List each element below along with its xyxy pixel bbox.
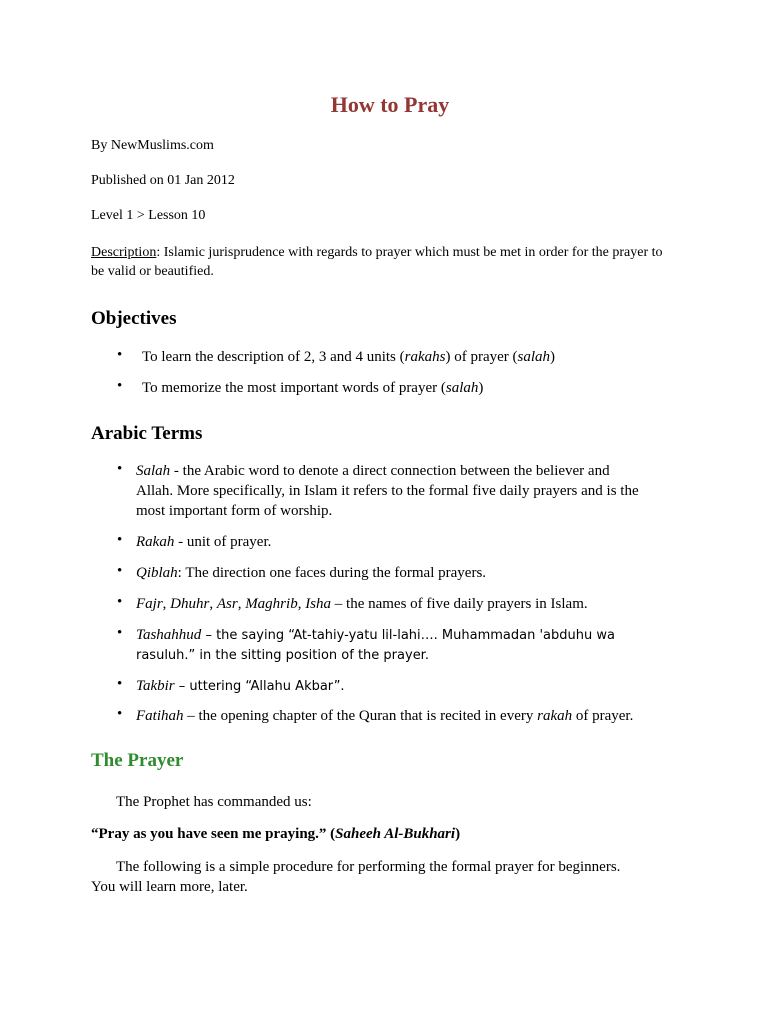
bullet-icon: • (117, 676, 123, 692)
bullet-icon: • (117, 532, 123, 548)
term-salah: Salah - the Arabic word to denote a direct connection between the believer and Allah. More specifically, in Islam it refers to the formal five daily prayers and is the most important form of worship. (136, 463, 639, 519)
bullet-icon: • (117, 563, 123, 579)
prayer-intro: The Prophet has commanded us: (116, 794, 312, 810)
page-title: How to Pray (330, 92, 450, 117)
procedure-paragraph: The following is a simple procedure for performing the formal prayer for beginners. You will learn more, later. (91, 859, 621, 895)
term-qiblah: Qiblah: The direction one faces during the formal prayers. (136, 565, 487, 581)
term-rakah: Rakah - unit of prayer. (136, 534, 272, 550)
objectives-heading: Objectives (91, 308, 177, 329)
bullet-icon: • (117, 706, 123, 722)
term-prayer-names: Fajr, Dhuhr, Asr, Maghrib, Isha – the names of five daily prayers in Islam. (136, 596, 588, 612)
bullet-icon: • (117, 625, 123, 641)
term-fatihah: Fatihah – the opening chapter of the Quran that is recited in every rakah of prayer. (136, 708, 634, 724)
objective-item-2: To memorize the most important words of prayer (salah) (142, 380, 484, 396)
description-text: : Islamic jurisprudence with regards to prayer which must be met in order for the prayer to be valid or beautified. (91, 245, 663, 279)
bullet-icon: • (117, 594, 123, 610)
prophet-quote: “Pray as you have seen me praying.” (Saheeh Al-Bukhari) (91, 826, 461, 842)
description-label: Description (91, 245, 157, 260)
bullet-icon: • (117, 347, 123, 363)
lesson-level: Level 1 > Lesson 10 (91, 208, 206, 223)
published-date: Published on 01 Jan 2012 (91, 173, 235, 188)
objective-item-1: To learn the description of 2, 3 and 4 units (rakahs) of prayer (salah) (142, 349, 556, 365)
prayer-heading: The Prayer (91, 750, 184, 771)
term-tashahhud: Tashahhud – the saying “At-tahiy-yatu lil-lahi…. Muhammadan 'abduhu wa rasuluh.” in the sitting position of the prayer. (136, 627, 615, 663)
description (91, 243, 671, 281)
term-takbir: Takbir – uttering “Allahu Akbar”. (136, 678, 345, 694)
byline: By NewMuslims.com (91, 138, 214, 153)
arabic-terms-heading: Arabic Terms (91, 423, 203, 444)
bullet-icon: • (117, 461, 123, 477)
bullet-icon: • (117, 378, 123, 394)
